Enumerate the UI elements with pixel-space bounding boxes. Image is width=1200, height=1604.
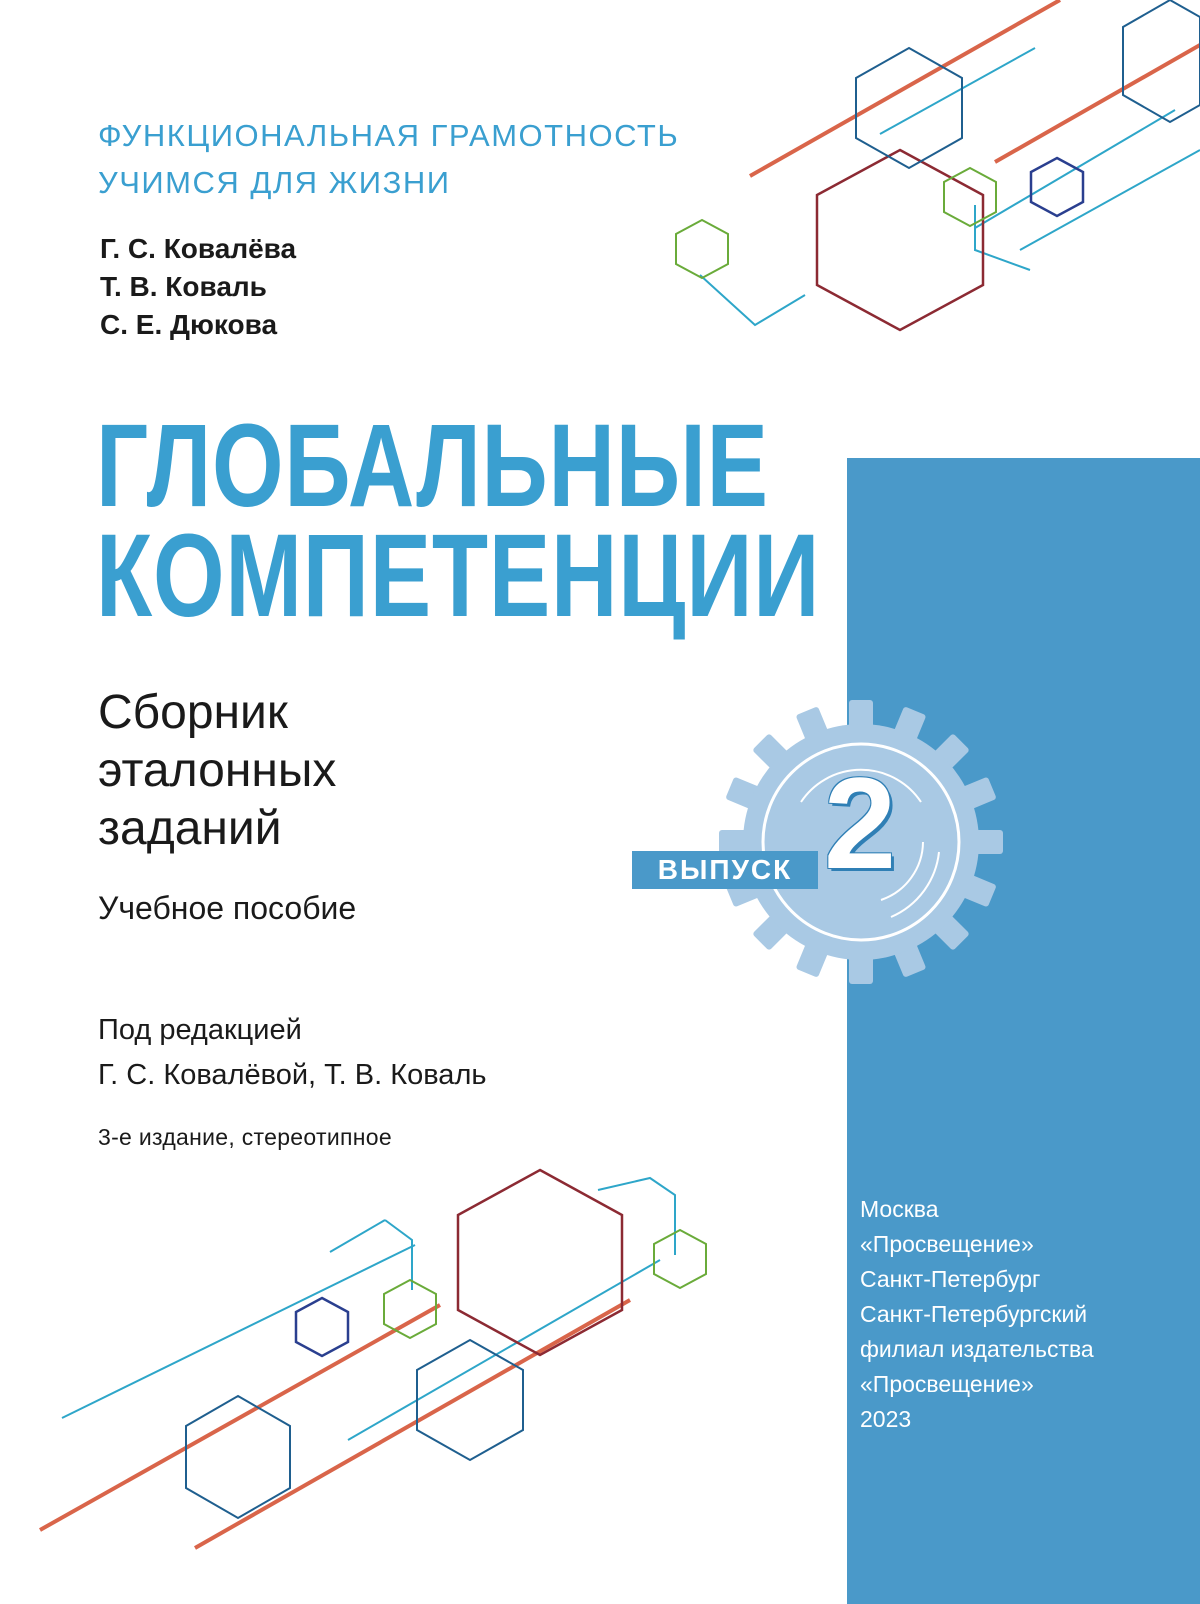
book-subtitle: [98, 684, 336, 858]
publisher-line: «Просвещение»: [860, 1371, 1034, 1397]
author: Т. В. Коваль: [100, 271, 267, 302]
publisher-info: [860, 1192, 1094, 1437]
publisher-line: Санкт-Петербургский: [860, 1301, 1088, 1327]
series-title: [98, 112, 679, 206]
subtitle-line-2: эталонных: [98, 744, 337, 797]
publication-year: 2023: [860, 1406, 912, 1432]
issue-label: ВЫПУСК: [632, 851, 818, 889]
book-title-line-2: КОМПЕТЕНЦИИ: [96, 510, 821, 642]
issue-number: 2: [823, 750, 897, 896]
author: Г. С. Ковалёва: [100, 233, 297, 264]
editors-line-2: Г. С. Ковалёвой, Т. В. Коваль: [98, 1059, 487, 1091]
document-type: Учебное пособие: [98, 890, 357, 926]
publisher-line: филиал издательства: [860, 1336, 1094, 1362]
edition-note: 3-е издание, стереотипное: [98, 1124, 392, 1150]
authors-list: [100, 230, 296, 344]
subtitle-line-1: Сборник: [98, 686, 288, 739]
author: С. Е. Дюкова: [100, 309, 278, 340]
editors-line-1: Под редакцией: [98, 1014, 302, 1046]
publisher-line: «Просвещение»: [860, 1231, 1034, 1257]
publisher-line: Санкт-Петербург: [860, 1266, 1041, 1292]
book-title-line-1: ГЛОБАЛЬНЫЕ: [96, 400, 769, 532]
subtitle-line-3: заданий: [98, 802, 282, 855]
publisher-line: Москва: [860, 1196, 939, 1222]
editors: [98, 1008, 486, 1098]
book-title: [96, 400, 1024, 642]
series-line-2: УЧИМСЯ ДЛЯ ЖИЗНИ: [98, 165, 451, 200]
series-line-1: ФУНКЦИОНАЛЬНАЯ ГРАМОТНОСТЬ: [98, 118, 680, 153]
